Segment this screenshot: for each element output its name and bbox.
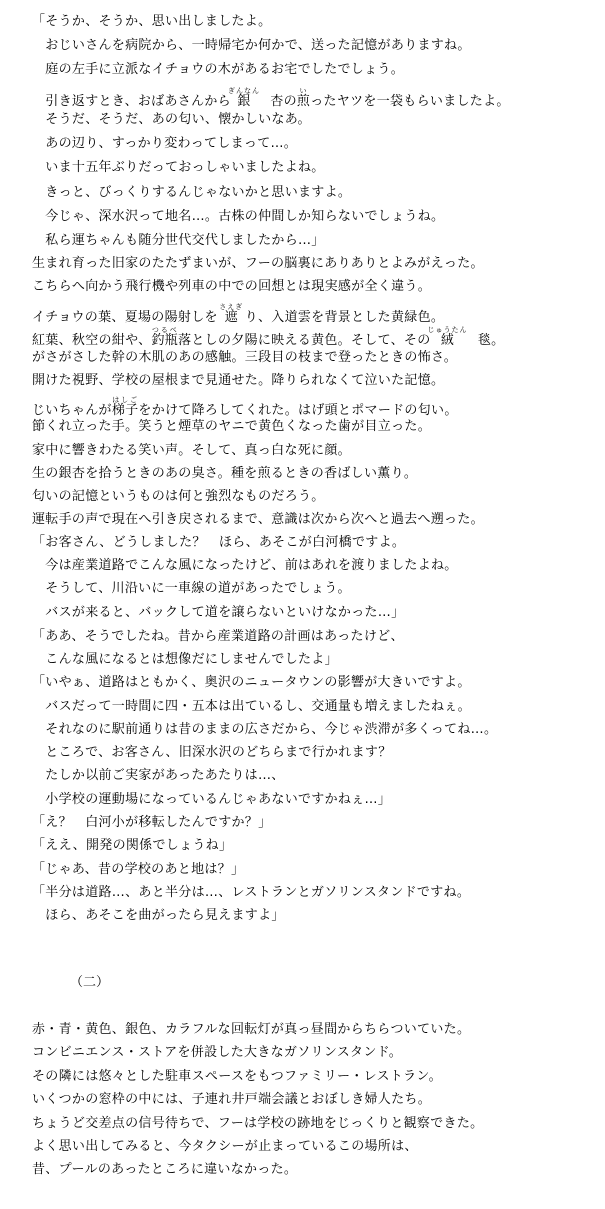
section1-line: じいちゃんが梯子はしごをかけて降ろしてくれた。はげ頭とポマードの匂い。 [32, 396, 458, 418]
section1-line: 小学校の運動場になっているんじゃあないですかねぇ…」 [32, 792, 392, 807]
section-heading: （二） [70, 975, 110, 990]
section1-line: 「お客さん、どうしました？ ほら、あそこが白河橋ですよ。 [32, 535, 406, 550]
furigana-reading: つるべ [151, 326, 179, 334]
section1-line: イチョウの葉、夏場の陽射しを 遮さえぎ り、入道雲を背景とした黄緑色。 [32, 303, 445, 325]
section1-line: こんな風になるとは想像だにしませんでしたよ」 [32, 652, 338, 667]
section2-line: よく思い出してみると、今タクシーが止まっているこの場所は、 [32, 1139, 418, 1154]
section1-line: ところで、お客さん、旧深水沢のどちらまで行かれます？ [32, 745, 392, 760]
section1-line: こちらへ向かう飛行機や列車の中での回想とは現実感が全く違う。 [32, 279, 432, 294]
section1-line: 生の銀杏を拾うときのあの臭さ。種を煎るときの香ばしい薫り。 [32, 466, 418, 481]
section1-line: それなのに駅前通りは昔のままの広さだから、今じゃ渋滞が多くってね…。 [32, 722, 498, 737]
section1-line: 今じゃ、深水沢って地名…。古株の仲間しか知らないでしょうね。 [32, 209, 445, 224]
section1-line: 開けた視野、学校の屋根まで見通せた。降りられなくて泣いた記憶。 [32, 373, 445, 388]
section1-line: 「半分は道路…、あと半分は…、レストランとガソリンスタンドですね。 [32, 885, 471, 900]
furigana-iri: 煎い [296, 87, 311, 109]
section2-line: その隣には悠々とした駐車スペースをもつファミリー・レストラン。 [32, 1069, 442, 1084]
section1-line: 「じゃあ、昔の学校のあと地は？」 [32, 862, 245, 877]
section1-line: がさがさした幹の木肌のあの感触。三段目の枝まで登ったときの怖さ。 [32, 350, 458, 365]
section1-line: たしか以前ご実家があったあたりは…、 [32, 768, 285, 783]
section1-line: 「そうか、そうか、思い出しましたよ。 [32, 14, 272, 29]
section2-line: コンビニエンス・ストアを併設した大きなガソリンスタンド。 [32, 1045, 403, 1060]
section1-line: 家中に響きわたる笑い声。そして、真っ白な死に顔。 [32, 443, 351, 458]
section2-line: ちょうど交差点の信号待ちで、フーは学校の跡地をじっくりと観察できた。 [32, 1116, 484, 1131]
section1-line: いま十五年ぶりだっておっしゃいましたよね。 [32, 160, 325, 175]
furigana-juutan: 絨じゅうたん [427, 326, 468, 348]
furigana-hashigo: 梯子はしご [111, 396, 139, 418]
furigana-ginnan: 銀ぎんなん [227, 87, 260, 109]
section1-line: 生まれ育った旧家のたたずまいが、フーの脳裏にありありとよみがえった。 [32, 256, 484, 271]
section2-line: 昔、プールのあったところに違いなかった。 [32, 1162, 298, 1177]
section1-line: あの辺り、すっかり変わってしまって…。 [32, 136, 298, 151]
section1-line: 節くれ立った手。笑うと煙草のヤニで黄色くなった歯が目立った。 [32, 419, 432, 434]
section1-line: ほら、あそこを曲がったら見えますよ」 [32, 908, 285, 923]
section1-line: 今は産業道路でこんな風になったけど、前はあれを渡りましたよね。 [32, 558, 458, 573]
furigana-tsurube: 釣瓶つるべ [151, 326, 179, 348]
furigana-saegi: 遮さえぎ [219, 303, 244, 325]
furigana-reading: はしご [111, 396, 139, 404]
section1-line: 紅葉、秋空の紺や、釣瓶つるべ落としの夕陽に映える黄色。そして、その絨じゅうたん 毯。 [32, 326, 505, 348]
section1-line: 匂いの記憶というものは何と強烈なものだろう。 [32, 489, 325, 504]
section2-line: 赤・青・黄色、銀色、カラフルな回転灯が真っ昼間からちらついていた。 [32, 1022, 471, 1037]
furigana-reading: さえぎ [219, 303, 244, 311]
section1-line: 「ああ、そうでしたね。昔から産業道路の計画はあったけど、 [32, 629, 404, 644]
section1-line: バスだって一時間に四・五本は出ているし、交通量も増えましたねぇ。 [32, 699, 471, 714]
furigana-reading: い [296, 87, 311, 95]
section1-line: 引き返すとき、おばあさんから銀ぎんなん 杏の煎いったヤツを一袋もらいましたよ。 [32, 87, 510, 109]
section1-line: 私ら運ちゃんも随分世代交代しましたから…」 [32, 233, 325, 248]
furigana-reading: じゅうたん [427, 326, 468, 334]
section1-line: そうして、川沿いに一車線の道があったでしょう。 [32, 581, 351, 596]
section1-line: 「いやぁ、道路はともかく、奥沢のニュータウンの影響が大きいですよ。 [32, 675, 471, 690]
section1-line: バスが来ると、バックして道を譲らないといけなかった…」 [32, 605, 405, 620]
section1-line: 「ええ、開発の関係でしょうね」 [32, 838, 233, 853]
furigana-reading: ぎんなん [227, 87, 260, 95]
section1-line: おじいさんを病院から、一時帰宅か何かで、送った記憶がありますね。 [32, 38, 471, 53]
section1-line: 「え？ 白河小が移転したんですか？」 [32, 815, 272, 830]
section1-line: 運転手の声で現在へ引き戻されるまで、意識は次から次へと過去へ遡った。 [32, 512, 484, 527]
section1-line: きっと、びっくりするんじゃないかと思いますよ。 [32, 185, 352, 200]
section1-line: そうだ、そうだ、あの匂い、懐かしいなあ。 [32, 112, 311, 127]
section1-line: 庭の左手に立派なイチョウの木があるお宅でしたでしょう。 [32, 62, 405, 77]
section2-line: いくつかの窓枠の中には、子連れ井戸端会議とおぼしき婦人たち。 [32, 1092, 432, 1107]
